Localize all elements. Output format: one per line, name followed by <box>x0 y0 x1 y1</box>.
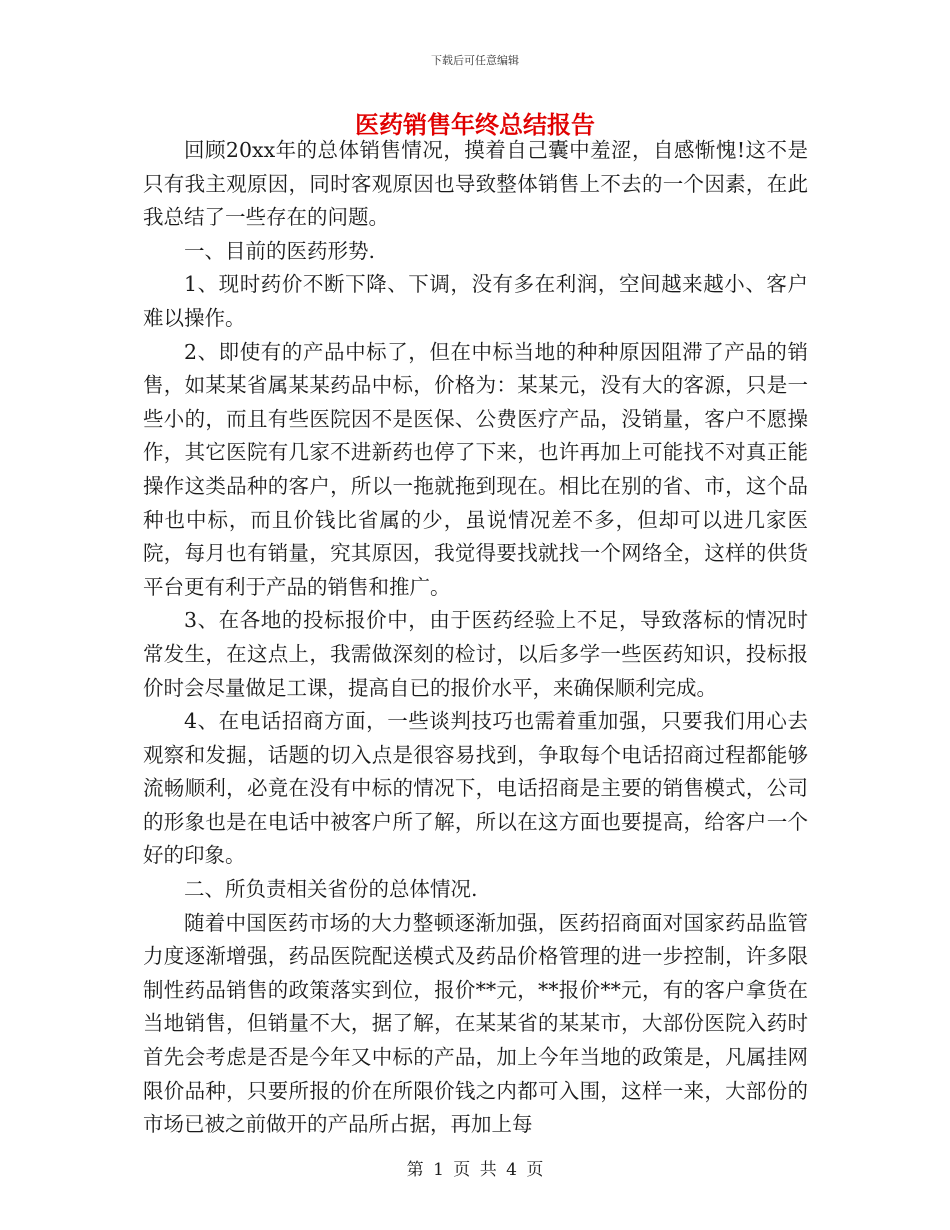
paragraph-province-overview: 随着中国医药市场的大力整顿逐渐加强，医药招商面对国家药品监管力度逐渐增强，药品医院配送模式及药品价格管理的进一步控制，许多限制性药品销售的政策落实到位，报价**元，**报价**元，有的客户拿货在当地销售，但销量不大，据了解，在某某省的某某市，大部份医院入药时首先会考虑是否是今年又中标的产品，加上今年当地的政策是，凡属挂网限价品种，只要所报的价在所限价钱之内都可入围，这样一来，大部份的市场已被之前做开的产品所占据，再加上每 <box>143 910 808 1137</box>
page-number: 第 1 页 共 4 页 <box>406 1160 544 1180</box>
section-heading-1: 一、目前的医药形势. <box>184 238 376 263</box>
paragraph-point-1: 1、现时药价不断下降、下调，没有多在利润，空间越来越小、客户难以操作。 <box>143 272 808 330</box>
document-body <box>143 134 808 1142</box>
paragraph-point-4: 4、在电话招商方面，一些谈判技巧也需着重加强，只要我们用心去观察和发掘，话题的切入点是很容易找到，争取每个电话招商过程都能够流畅顺利，必竟在没有中标的情况下，电话招商是主要的销售模式，公司的形象也是在电话中被客户所了解，所以在这方面也要提高，给客户一个好的印象。 <box>143 709 808 868</box>
header-note: 下载后可任意编辑 <box>431 54 519 67</box>
section-heading-2: 二、所负责相关省份的总体情况. <box>184 877 478 902</box>
paragraph-intro: 回顾20xx年的总体销售情况，摸着自己囊中羞涩，自感惭愧!这不是只有我主观原因，同时客观原因也导致整体销售上不去的一个因素，在此我总结了一些存在的问题。 <box>143 138 808 230</box>
paragraph-point-3: 3、在各地的投标报价中，由于医药经验上不足，导致落标的情况时常发生，在这点上，我需做深刻的检讨，以后多学一些医药知识，投标报价时会尽量做足工课，提高自已的报价水平，来确保顺利完成。 <box>143 608 808 700</box>
paragraph-point-2: 2、即使有的产品中标了，但在中标当地的种种原因阻滞了产品的销售，如某某省属某某药品中标，价格为：某某元，没有大的客源，只是一些小的，而且有些医院因不是医保、公费医疗产品，没销量，客户不愿操作，其它医院有几家不进新药也停了下来，也许再加上可能找不对真正能操作这类品种的客户，所以一拖就拖到现在。相比在别的省、市，这个品种也中标，而且价钱比省属的少，虽说情况差不多，但却可以进几家医院，每月也有销量，究其原因，我觉得要找就找一个网络全，这样的供货平台更有利于产品的销售和推广。 <box>143 339 808 599</box>
document-title: 医药销售年终总结报告 <box>355 110 595 139</box>
